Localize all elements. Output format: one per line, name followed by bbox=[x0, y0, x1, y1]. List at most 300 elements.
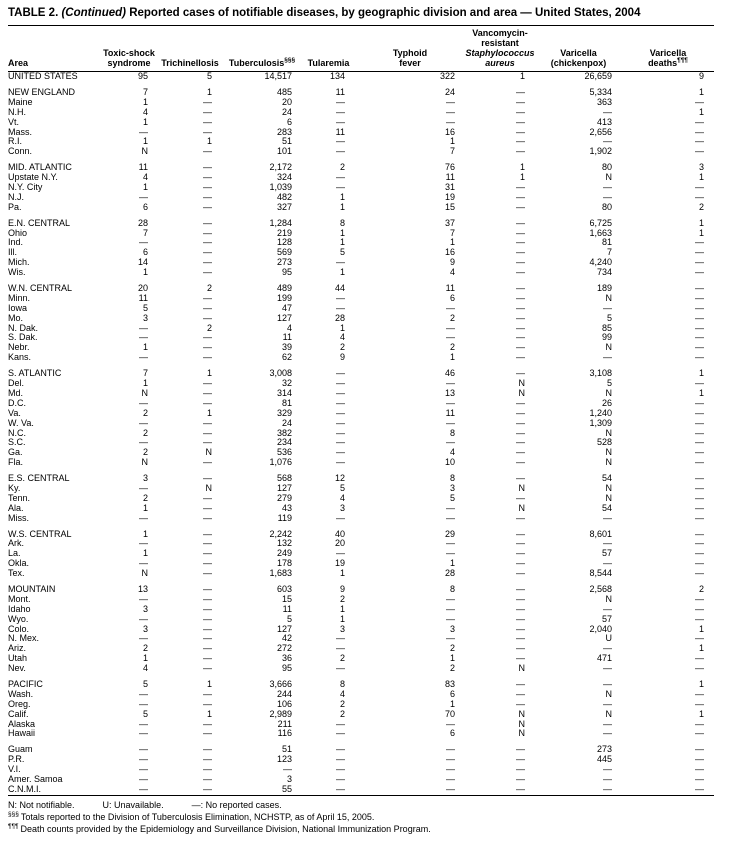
value-cell-typhoid_fever: 37 bbox=[444, 217, 455, 228]
value-cell-trichinellosis: — bbox=[203, 502, 212, 513]
area-cell: Utah bbox=[8, 653, 28, 664]
value-cell-tuberculosis: 127 bbox=[276, 482, 292, 493]
value-cell-toxic_shock_syndrome: — bbox=[139, 744, 148, 755]
column-header-area: Area bbox=[8, 25, 100, 71]
value-cell-varicella_chickenpox: N bbox=[605, 172, 612, 183]
value-cell-typhoid_fever: — bbox=[446, 548, 455, 559]
value-cell-tularemia: — bbox=[336, 378, 345, 389]
value-cell-tularemia: — bbox=[336, 172, 345, 183]
value-cell-tularemia: 3 bbox=[339, 502, 345, 513]
value-cell-trichinellosis: 5 bbox=[206, 71, 212, 82]
value-cell-vancomycin_resistant_staph_aureus: — bbox=[516, 292, 525, 303]
continued-label: (Continued) bbox=[61, 7, 126, 19]
footnote-text-tuberculosis: Totals reported to the Division of Tuberculosis Elimination, NCHSTP, as of April 15, 2005. bbox=[20, 811, 375, 822]
value-cell-varicella_deaths: — bbox=[695, 558, 704, 569]
value-cell-varicella_chickenpox: 273 bbox=[596, 744, 612, 755]
value-cell-tuberculosis: 2,989 bbox=[269, 708, 292, 719]
area-cell: S. Dak. bbox=[8, 332, 38, 343]
value-cell-toxic_shock_syndrome: N bbox=[141, 146, 148, 157]
value-cell-toxic_shock_syndrome: 1 bbox=[142, 548, 148, 559]
value-cell-trichinellosis: — bbox=[203, 653, 212, 664]
value-cell-tularemia: 9 bbox=[339, 583, 345, 594]
value-cell-typhoid_fever: — bbox=[446, 397, 455, 408]
value-cell-varicella_chickenpox: N bbox=[605, 708, 612, 719]
value-cell-varicella_chickenpox: N bbox=[605, 447, 612, 458]
value-cell-typhoid_fever: — bbox=[446, 322, 455, 333]
value-cell-tuberculosis: 1,284 bbox=[269, 217, 292, 228]
value-cell-tularemia: — bbox=[336, 387, 345, 398]
value-cell-toxic_shock_syndrome: — bbox=[139, 352, 148, 363]
value-cell-tularemia: — bbox=[336, 512, 345, 523]
value-cell-varicella_deaths: — bbox=[695, 633, 704, 644]
area-cell: Mont. bbox=[8, 593, 31, 604]
value-cell-varicella_chickenpox: 413 bbox=[596, 116, 612, 127]
area-cell: N.J. bbox=[8, 191, 25, 202]
value-cell-typhoid_fever: 7 bbox=[449, 227, 455, 238]
area-cell: Alaska bbox=[8, 718, 36, 729]
value-cell-tuberculosis: 3 bbox=[286, 774, 292, 784]
value-cell-toxic_shock_syndrome: 3 bbox=[142, 473, 148, 484]
value-cell-toxic_shock_syndrome: — bbox=[139, 688, 148, 699]
value-cell-toxic_shock_syndrome: 1 bbox=[142, 267, 148, 278]
value-cell-typhoid_fever: 3 bbox=[449, 482, 455, 493]
value-cell-tularemia: 44 bbox=[334, 283, 345, 294]
value-cell-varicella_chickenpox: — bbox=[603, 182, 612, 193]
value-cell-tuberculosis: 283 bbox=[276, 126, 292, 137]
value-cell-varicella_deaths: 1 bbox=[698, 172, 704, 183]
value-cell-varicella_chickenpox: U bbox=[605, 633, 612, 644]
value-cell-tularemia: 19 bbox=[334, 558, 345, 569]
value-cell-vancomycin_resistant_staph_aureus: — bbox=[516, 191, 525, 202]
value-cell-varicella_chickenpox: — bbox=[603, 698, 612, 709]
value-cell-tularemia: 4 bbox=[339, 332, 345, 343]
value-cell-typhoid_fever: — bbox=[446, 613, 455, 624]
value-cell-toxic_shock_syndrome: — bbox=[139, 512, 148, 523]
value-cell-varicella_chickenpox: 4,240 bbox=[589, 257, 612, 268]
value-cell-varicella_chickenpox: 54 bbox=[601, 502, 612, 513]
value-cell-trichinellosis: — bbox=[203, 754, 212, 765]
value-cell-tularemia: 20 bbox=[334, 538, 345, 549]
header-footnote-marker: ¶¶¶ bbox=[677, 57, 688, 65]
value-cell-varicella_deaths: — bbox=[695, 302, 704, 313]
value-cell-varicella_deaths: 1 bbox=[698, 623, 704, 634]
value-cell-tularemia: 2 bbox=[339, 698, 345, 709]
value-cell-tuberculosis: 249 bbox=[276, 548, 292, 559]
value-cell-varicella_chickenpox: 80 bbox=[601, 162, 612, 173]
value-cell-vancomycin_resistant_staph_aureus: — bbox=[516, 312, 525, 323]
value-cell-varicella_chickenpox: 5 bbox=[606, 378, 612, 389]
value-cell-tularemia: 8 bbox=[339, 678, 345, 689]
value-cell-varicella_chickenpox: N bbox=[605, 342, 612, 353]
value-cell-varicella_deaths: — bbox=[695, 427, 704, 438]
value-cell-tuberculosis: 279 bbox=[276, 492, 292, 503]
value-cell-varicella_deaths: — bbox=[695, 283, 704, 294]
area-cell: Pa. bbox=[8, 201, 22, 212]
value-cell-typhoid_fever: 16 bbox=[444, 247, 455, 258]
value-cell-vancomycin_resistant_staph_aureus: N bbox=[518, 387, 525, 398]
footnote-varicella-deaths bbox=[8, 824, 726, 835]
value-cell-typhoid_fever: — bbox=[446, 437, 455, 448]
value-cell-toxic_shock_syndrome: — bbox=[139, 633, 148, 644]
value-cell-varicella_chickenpox: N bbox=[605, 492, 612, 503]
value-cell-vancomycin_resistant_staph_aureus: — bbox=[516, 227, 525, 238]
value-cell-varicella_chickenpox: — bbox=[603, 774, 612, 784]
footnote-text-varicella-deaths: Death counts provided by the Epidemiology and Surveillance Division, National Immunization Program. bbox=[20, 823, 431, 834]
area-cell: UNITED STATES bbox=[8, 71, 78, 82]
value-cell-toxic_shock_syndrome: — bbox=[139, 558, 148, 569]
value-cell-tuberculosis: 489 bbox=[276, 283, 292, 294]
value-cell-vancomycin_resistant_staph_aureus: — bbox=[516, 688, 525, 699]
value-cell-vancomycin_resistant_staph_aureus: — bbox=[516, 126, 525, 137]
value-cell-varicella_chickenpox: — bbox=[603, 302, 612, 313]
area-cell: Ind. bbox=[8, 237, 24, 248]
value-cell-trichinellosis: N bbox=[205, 482, 212, 493]
value-cell-varicella_chickenpox: — bbox=[603, 136, 612, 147]
value-cell-tularemia: 134 bbox=[329, 71, 345, 82]
value-cell-toxic_shock_syndrome: 7 bbox=[142, 227, 148, 238]
value-cell-toxic_shock_syndrome: — bbox=[139, 332, 148, 343]
value-cell-tuberculosis: 234 bbox=[276, 437, 292, 448]
value-cell-tuberculosis: 36 bbox=[281, 653, 292, 664]
value-cell-tuberculosis: 127 bbox=[276, 312, 292, 323]
value-cell-varicella_chickenpox: 8,601 bbox=[589, 528, 612, 539]
value-cell-toxic_shock_syndrome: 5 bbox=[142, 708, 148, 719]
value-cell-toxic_shock_syndrome: — bbox=[139, 783, 148, 794]
state-row bbox=[8, 664, 714, 674]
value-cell-toxic_shock_syndrome: 3 bbox=[142, 603, 148, 614]
value-cell-trichinellosis: — bbox=[203, 718, 212, 729]
table-title-text: Reported cases of notifiable diseases, by geographic division and area — United States, 2004 bbox=[129, 7, 641, 19]
value-cell-typhoid_fever: 83 bbox=[444, 678, 455, 689]
value-cell-trichinellosis: — bbox=[203, 267, 212, 278]
value-cell-tularemia: — bbox=[336, 728, 345, 739]
value-cell-toxic_shock_syndrome: — bbox=[139, 397, 148, 408]
area-cell: Minn. bbox=[8, 292, 31, 303]
value-cell-vancomycin_resistant_staph_aureus: — bbox=[516, 96, 525, 107]
value-cell-trichinellosis: — bbox=[203, 332, 212, 343]
value-cell-tuberculosis: 62 bbox=[281, 352, 292, 363]
column-header-varicella_chickenpox: Varicella (chickenpox) bbox=[535, 25, 622, 71]
table-body bbox=[8, 72, 714, 796]
value-cell-vancomycin_resistant_staph_aureus: — bbox=[516, 247, 525, 258]
value-cell-tularemia: 11 bbox=[335, 87, 345, 97]
footnotes bbox=[8, 796, 726, 835]
legend-line bbox=[8, 800, 726, 811]
value-cell-typhoid_fever: 31 bbox=[444, 182, 455, 193]
value-cell-typhoid_fever: — bbox=[446, 593, 455, 604]
value-cell-typhoid_fever: — bbox=[446, 417, 455, 428]
value-cell-trichinellosis: 1 bbox=[206, 136, 212, 147]
value-cell-vancomycin_resistant_staph_aureus: — bbox=[516, 653, 525, 664]
value-cell-typhoid_fever: 6 bbox=[449, 728, 455, 739]
value-cell-tularemia: 2 bbox=[339, 162, 345, 173]
value-cell-tuberculosis: 24 bbox=[281, 417, 292, 428]
value-cell-typhoid_fever: — bbox=[446, 106, 455, 117]
value-cell-trichinellosis: 1 bbox=[206, 368, 212, 379]
value-cell-varicella_chickenpox: 8,544 bbox=[589, 568, 612, 579]
value-cell-toxic_shock_syndrome: 2 bbox=[142, 643, 148, 654]
area-cell: Fla. bbox=[8, 457, 24, 468]
value-cell-tuberculosis: 569 bbox=[276, 247, 292, 258]
value-cell-toxic_shock_syndrome: N bbox=[141, 387, 148, 398]
value-cell-varicella_deaths: 1 bbox=[698, 643, 704, 654]
area-cell: Calif. bbox=[8, 708, 29, 719]
area-cell: Ark. bbox=[8, 538, 25, 549]
value-cell-tuberculosis: 5 bbox=[286, 613, 292, 624]
value-cell-trichinellosis: — bbox=[203, 744, 212, 755]
area-cell: Kans. bbox=[8, 352, 32, 363]
value-cell-varicella_chickenpox: — bbox=[603, 783, 612, 794]
value-cell-tularemia: — bbox=[336, 96, 345, 107]
value-cell-typhoid_fever: 1 bbox=[449, 237, 455, 248]
value-cell-toxic_shock_syndrome: 1 bbox=[142, 96, 148, 107]
value-cell-varicella_chickenpox: 445 bbox=[596, 754, 612, 765]
value-cell-tuberculosis: 2,242 bbox=[269, 528, 292, 539]
value-cell-varicella_chickenpox: 26,659 bbox=[584, 71, 612, 82]
value-cell-varicella_chickenpox: 80 bbox=[601, 201, 612, 212]
value-cell-tularemia: 1 bbox=[339, 613, 345, 624]
column-header-vancomycin_resistant_staph_aureus: Vancomycin- resistant Staphylococcus aureus bbox=[465, 25, 535, 71]
value-cell-varicella_chickenpox: — bbox=[603, 538, 612, 549]
value-cell-varicella_deaths: — bbox=[695, 764, 704, 775]
value-cell-tuberculosis: 11 bbox=[282, 332, 292, 343]
area-cell: MOUNTAIN bbox=[8, 583, 56, 594]
footnote-marker-tuberculosis: §§§ bbox=[8, 810, 19, 818]
value-cell-trichinellosis: — bbox=[203, 247, 212, 258]
value-cell-varicella_deaths: — bbox=[695, 457, 704, 468]
value-cell-varicella_deaths: 1 bbox=[698, 227, 704, 238]
value-cell-typhoid_fever: 11 bbox=[445, 172, 455, 183]
value-cell-varicella_deaths: — bbox=[695, 322, 704, 333]
value-cell-varicella_deaths: — bbox=[695, 146, 704, 157]
value-cell-typhoid_fever: — bbox=[446, 378, 455, 389]
value-cell-trichinellosis: 1 bbox=[206, 407, 212, 418]
value-cell-varicella_deaths: — bbox=[695, 512, 704, 523]
value-cell-tuberculosis: 43 bbox=[281, 502, 292, 513]
value-cell-typhoid_fever: 2 bbox=[449, 342, 455, 353]
value-cell-vancomycin_resistant_staph_aureus: — bbox=[516, 774, 525, 784]
value-cell-vancomycin_resistant_staph_aureus: — bbox=[516, 257, 525, 268]
value-cell-vancomycin_resistant_staph_aureus: — bbox=[516, 633, 525, 644]
value-cell-vancomycin_resistant_staph_aureus: — bbox=[516, 593, 525, 604]
value-cell-varicella_deaths: — bbox=[695, 447, 704, 458]
value-cell-tularemia: 1 bbox=[339, 322, 345, 333]
value-cell-vancomycin_resistant_staph_aureus: — bbox=[516, 447, 525, 458]
value-cell-trichinellosis: — bbox=[203, 633, 212, 644]
value-cell-trichinellosis: — bbox=[203, 191, 212, 202]
value-cell-trichinellosis: — bbox=[203, 774, 212, 784]
value-cell-vancomycin_resistant_staph_aureus: — bbox=[516, 332, 525, 343]
value-cell-varicella_chickenpox: — bbox=[603, 106, 612, 117]
header-footnote-marker: §§§ bbox=[284, 57, 296, 65]
value-cell-varicella_deaths: — bbox=[695, 342, 704, 353]
value-cell-trichinellosis: — bbox=[203, 764, 212, 775]
area-cell: Maine bbox=[8, 96, 33, 107]
value-cell-tuberculosis: 178 bbox=[276, 558, 292, 569]
value-cell-trichinellosis: — bbox=[203, 528, 212, 539]
area-cell: D.C. bbox=[8, 397, 26, 408]
value-cell-tuberculosis: 1,076 bbox=[269, 457, 292, 468]
value-cell-vancomycin_resistant_staph_aureus: — bbox=[516, 457, 525, 468]
value-cell-varicella_chickenpox: 3,108 bbox=[589, 368, 612, 379]
value-cell-toxic_shock_syndrome: 7 bbox=[142, 368, 148, 379]
value-cell-trichinellosis: — bbox=[203, 312, 212, 323]
value-cell-vancomycin_resistant_staph_aureus: N bbox=[518, 482, 525, 493]
value-cell-varicella_chickenpox: N bbox=[605, 427, 612, 438]
column-header-trichinellosis: Trichinellosis bbox=[158, 25, 222, 71]
value-cell-tuberculosis: 382 bbox=[276, 427, 292, 438]
value-cell-varicella_chickenpox: 99 bbox=[601, 332, 612, 343]
value-cell-tularemia: 1 bbox=[339, 191, 345, 202]
value-cell-varicella_deaths: — bbox=[695, 352, 704, 363]
value-cell-vancomycin_resistant_staph_aureus: N bbox=[518, 663, 525, 674]
value-cell-tularemia: 8 bbox=[339, 217, 345, 228]
column-header-typhoid_fever: Typhoid fever bbox=[355, 25, 465, 71]
value-cell-trichinellosis: — bbox=[203, 182, 212, 193]
value-cell-vancomycin_resistant_staph_aureus: — bbox=[516, 217, 525, 228]
value-cell-varicella_chickenpox: 57 bbox=[601, 548, 612, 559]
division-row bbox=[8, 72, 714, 82]
value-cell-toxic_shock_syndrome: 2 bbox=[142, 427, 148, 438]
value-cell-typhoid_fever: 70 bbox=[444, 708, 455, 719]
state-row bbox=[8, 785, 714, 795]
value-cell-tuberculosis: 116 bbox=[277, 728, 292, 739]
value-cell-trichinellosis: — bbox=[203, 237, 212, 248]
value-cell-typhoid_fever: — bbox=[446, 754, 455, 765]
value-cell-tuberculosis: 123 bbox=[276, 754, 292, 765]
value-cell-trichinellosis: 2 bbox=[206, 322, 212, 333]
value-cell-vancomycin_resistant_staph_aureus: — bbox=[516, 116, 525, 127]
value-cell-tularemia: — bbox=[336, 457, 345, 468]
value-cell-typhoid_fever: 5 bbox=[449, 492, 455, 503]
value-cell-varicella_deaths: 9 bbox=[698, 71, 704, 82]
value-cell-tularemia: 3 bbox=[339, 623, 345, 634]
area-cell: Mich. bbox=[8, 257, 30, 268]
value-cell-varicella_deaths: — bbox=[695, 136, 704, 147]
value-cell-tuberculosis: 485 bbox=[276, 87, 292, 97]
value-cell-tularemia: — bbox=[336, 548, 345, 559]
value-cell-varicella_deaths: — bbox=[695, 182, 704, 193]
value-cell-varicella_deaths: — bbox=[695, 247, 704, 258]
value-cell-toxic_shock_syndrome: 13 bbox=[137, 583, 148, 594]
value-cell-typhoid_fever: 11 bbox=[445, 407, 455, 418]
value-cell-trichinellosis: — bbox=[203, 558, 212, 569]
value-cell-trichinellosis: — bbox=[203, 698, 212, 709]
column-header-varicella_deaths: Varicella deaths¶¶¶ bbox=[622, 25, 714, 71]
value-cell-tularemia: — bbox=[336, 427, 345, 438]
value-cell-toxic_shock_syndrome: 1 bbox=[142, 182, 148, 193]
value-cell-tularemia: — bbox=[336, 437, 345, 448]
value-cell-toxic_shock_syndrome: 2 bbox=[142, 447, 148, 458]
value-cell-vancomycin_resistant_staph_aureus: — bbox=[516, 623, 525, 634]
value-cell-varicella_chickenpox: 528 bbox=[596, 437, 612, 448]
value-cell-tuberculosis: 219 bbox=[276, 227, 292, 238]
value-cell-tularemia: — bbox=[336, 744, 345, 755]
value-cell-tuberculosis: 106 bbox=[276, 698, 292, 709]
area-cell: N.Y. City bbox=[8, 182, 43, 193]
value-cell-typhoid_fever: 9 bbox=[449, 257, 455, 268]
value-cell-tuberculosis: 95 bbox=[281, 663, 292, 674]
area-cell: MID. ATLANTIC bbox=[8, 162, 72, 173]
value-cell-tularemia: — bbox=[336, 136, 345, 147]
value-cell-trichinellosis: — bbox=[203, 512, 212, 523]
value-cell-tularemia: 2 bbox=[339, 708, 345, 719]
value-cell-typhoid_fever: 322 bbox=[439, 71, 455, 82]
value-cell-vancomycin_resistant_staph_aureus: — bbox=[516, 417, 525, 428]
area-cell: NEW ENGLAND bbox=[8, 87, 76, 97]
value-cell-vancomycin_resistant_staph_aureus: 1 bbox=[519, 172, 525, 183]
value-cell-tuberculosis: 482 bbox=[276, 191, 292, 202]
value-cell-varicella_chickenpox: — bbox=[603, 191, 612, 202]
area-cell: Nev. bbox=[8, 663, 26, 674]
area-cell: W.N. CENTRAL bbox=[8, 283, 73, 294]
area-cell: N. Mex. bbox=[8, 633, 40, 644]
value-cell-typhoid_fever: 19 bbox=[444, 191, 455, 202]
area-cell: Nebr. bbox=[8, 342, 30, 353]
area-cell: Guam bbox=[8, 744, 33, 755]
value-cell-tularemia: — bbox=[336, 633, 345, 644]
value-cell-tuberculosis: 20 bbox=[281, 96, 292, 107]
value-cell-toxic_shock_syndrome: 1 bbox=[142, 116, 148, 127]
value-cell-toxic_shock_syndrome: — bbox=[139, 237, 148, 248]
value-cell-trichinellosis: — bbox=[203, 162, 212, 173]
value-cell-tuberculosis: 329 bbox=[276, 407, 292, 418]
value-cell-trichinellosis: — bbox=[203, 106, 212, 117]
value-cell-varicella_deaths: 1 bbox=[698, 678, 704, 689]
value-cell-typhoid_fever: — bbox=[446, 512, 455, 523]
value-cell-varicella_deaths: 1 bbox=[698, 106, 704, 117]
value-cell-tuberculosis: 132 bbox=[276, 538, 292, 549]
value-cell-vancomycin_resistant_staph_aureus: — bbox=[516, 643, 525, 654]
area-cell: E.S. CENTRAL bbox=[8, 473, 70, 484]
value-cell-trichinellosis: — bbox=[203, 473, 212, 484]
value-cell-varicella_deaths: — bbox=[695, 407, 704, 418]
value-cell-varicella_deaths: 2 bbox=[698, 201, 704, 212]
value-cell-typhoid_fever: 4 bbox=[449, 267, 455, 278]
area-cell: Hawaii bbox=[8, 728, 36, 739]
area-cell: C.N.M.I. bbox=[8, 783, 41, 794]
area-cell: Ariz. bbox=[8, 643, 26, 654]
area-cell: Md. bbox=[8, 387, 24, 398]
value-cell-tularemia: — bbox=[336, 417, 345, 428]
state-row bbox=[8, 569, 714, 579]
value-cell-trichinellosis: — bbox=[203, 387, 212, 398]
value-cell-tuberculosis: 568 bbox=[276, 473, 292, 484]
value-cell-typhoid_fever: — bbox=[446, 538, 455, 549]
value-cell-tuberculosis: 127 bbox=[276, 623, 292, 634]
value-cell-varicella_deaths: — bbox=[695, 437, 704, 448]
value-cell-varicella_deaths: — bbox=[695, 292, 704, 303]
value-cell-varicella_deaths: — bbox=[695, 593, 704, 604]
value-cell-toxic_shock_syndrome: 1 bbox=[142, 342, 148, 353]
value-cell-vancomycin_resistant_staph_aureus: — bbox=[516, 538, 525, 549]
value-cell-typhoid_fever: — bbox=[446, 302, 455, 313]
value-cell-varicella_chickenpox: N bbox=[605, 482, 612, 493]
area-cell: Wyo. bbox=[8, 613, 29, 624]
value-cell-toxic_shock_syndrome: 14 bbox=[137, 257, 148, 268]
value-cell-vancomycin_resistant_staph_aureus: — bbox=[516, 492, 525, 503]
value-cell-trichinellosis: — bbox=[203, 613, 212, 624]
area-cell: S. ATLANTIC bbox=[8, 368, 62, 379]
value-cell-tuberculosis: 199 bbox=[276, 292, 292, 303]
value-cell-tularemia: — bbox=[336, 257, 345, 268]
value-cell-vancomycin_resistant_staph_aureus: — bbox=[516, 764, 525, 775]
value-cell-varicella_deaths: — bbox=[695, 417, 704, 428]
value-cell-trichinellosis: — bbox=[203, 292, 212, 303]
area-cell: R.I. bbox=[8, 136, 23, 147]
value-cell-typhoid_fever: 15 bbox=[444, 201, 455, 212]
value-cell-toxic_shock_syndrome: — bbox=[139, 718, 148, 729]
